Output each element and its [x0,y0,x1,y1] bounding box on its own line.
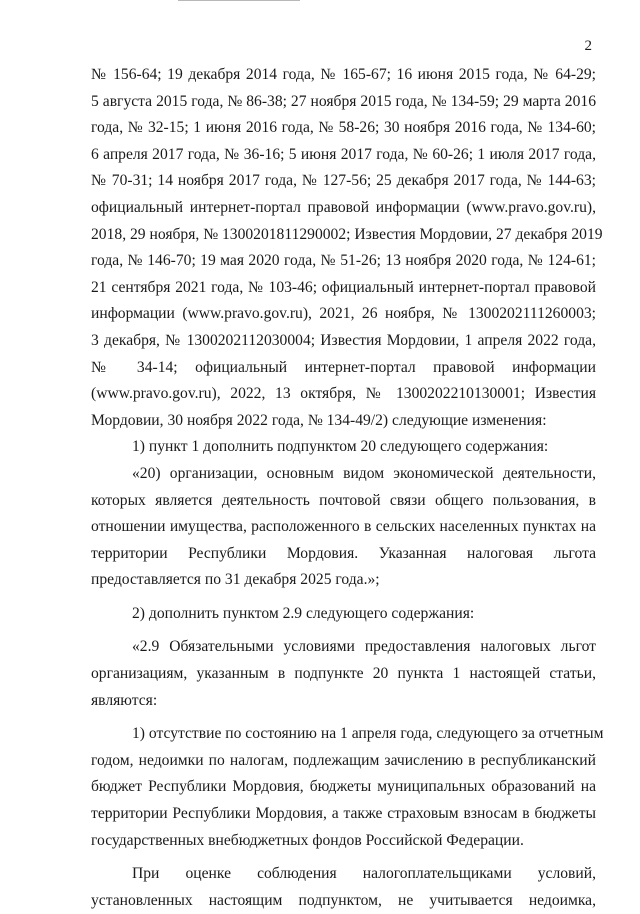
page-number: 2 [584,38,592,54]
text-line: 2) дополнить пунктом 2.9 следующего содержания: [132,604,475,622]
scan-artifact-line [178,0,300,1]
text-line: года, № 146-70; 19 мая 2020 года, № 51-26; 13 ноября 2020 года, № 124-61; [91,252,596,270]
text-line: № 70-31; 14 ноября 2017 года, № 127-56; 25 декабря 2017 года, № 144-63; [91,172,596,190]
text-line: № 34-14; официальный интернет-портал правовой информации [91,358,596,376]
text-line: бюджет Республики Мордовия, бюджеты муниципальных образований на [91,778,596,796]
text-line: отношении имущества, расположенного в сельских населенных пунктах на [91,518,596,536]
text-line: № 156-64; 19 декабря 2014 года, № 165-67; 16 июня 2015 года, № 64-29; [91,66,596,83]
text-line: «20) организации, основным видом экономической деятельности, [132,464,596,482]
text-line: которых является деятельность почтовой связи общего пользования, в [91,491,596,509]
text-line: 1) пункт 1 дополнить подпунктом 20 следующего содержания: [132,438,549,456]
text-line: официальный интернет-портал правовой информации (www.pravo.gov.ru), [91,198,596,216]
text-line: предоставляется по 31 декабря 2025 года.»; [91,571,380,589]
text-line: являются: [91,691,158,709]
text-line: 6 апреля 2017 года, № 36-16; 5 июня 2017 года, № 60-26; 1 июля 2017 года, [91,145,596,163]
text-line: 1) отсутствие по состоянию на 1 апреля года, следующего за отчетным [132,725,604,743]
text-line: 21 сентября 2021 года, № 103-46; официальный интернет-портал правовой [91,278,596,296]
text-line: организациям, указанным в подпункте 20 пункта 1 настоящей статьи, [91,665,596,683]
text-line: 5 августа 2015 года, № 86-38; 27 ноября 2015 года, № 134-59; 29 марта 2016 [91,92,596,110]
paragraph-gap [91,594,596,601]
text-line: годом, недоимки по налогам, подлежащим зачислению в республиканский [91,751,596,769]
paragraph-gap [91,714,596,721]
text-line: При оценке соблюдения налогоплательщиками условий, [132,865,596,883]
text-line: Мордовии, 30 ноября 2022 года, № 134-49/2) следующие изменения: [91,411,547,429]
paragraph-gap [91,854,596,861]
text-line: 3 декабря, № 1300202112030004; Известия Мордовии, 1 апреля 2022 года, [91,331,596,349]
text-line: года, № 32-15; 1 июня 2016 года, № 58-26; 30 ноября 2016 года, № 134-60; [91,119,596,137]
text-line: территории Республики Мордовия, а также страховым взносам в бюджеты [91,805,596,823]
text-line: информации (www.pravo.gov.ru), 2021, 26 ноября, № 1300202111260003; [91,305,596,323]
text-line: государственных внебюджетных фондов Российской Федерации. [91,831,524,849]
text-line: 2018, 29 ноября, № 1300201811290002; Известия Мордовии, 27 декабря 2019 [91,225,603,243]
paragraph-gap [91,627,596,634]
text-line: установленных настоящим подпунктом, не учитывается недоимка, [91,891,596,909]
text-line: «2.9 Обязательными условиями предоставления налоговых льгот [132,638,596,656]
document-body [91,62,604,914]
text-line: (www.pravo.gov.ru), 2022, 13 октября, № 1300202210130001; Известия [91,385,596,403]
text-line: территории Республики Мордовия. Указанная налоговая льгота [91,544,596,562]
